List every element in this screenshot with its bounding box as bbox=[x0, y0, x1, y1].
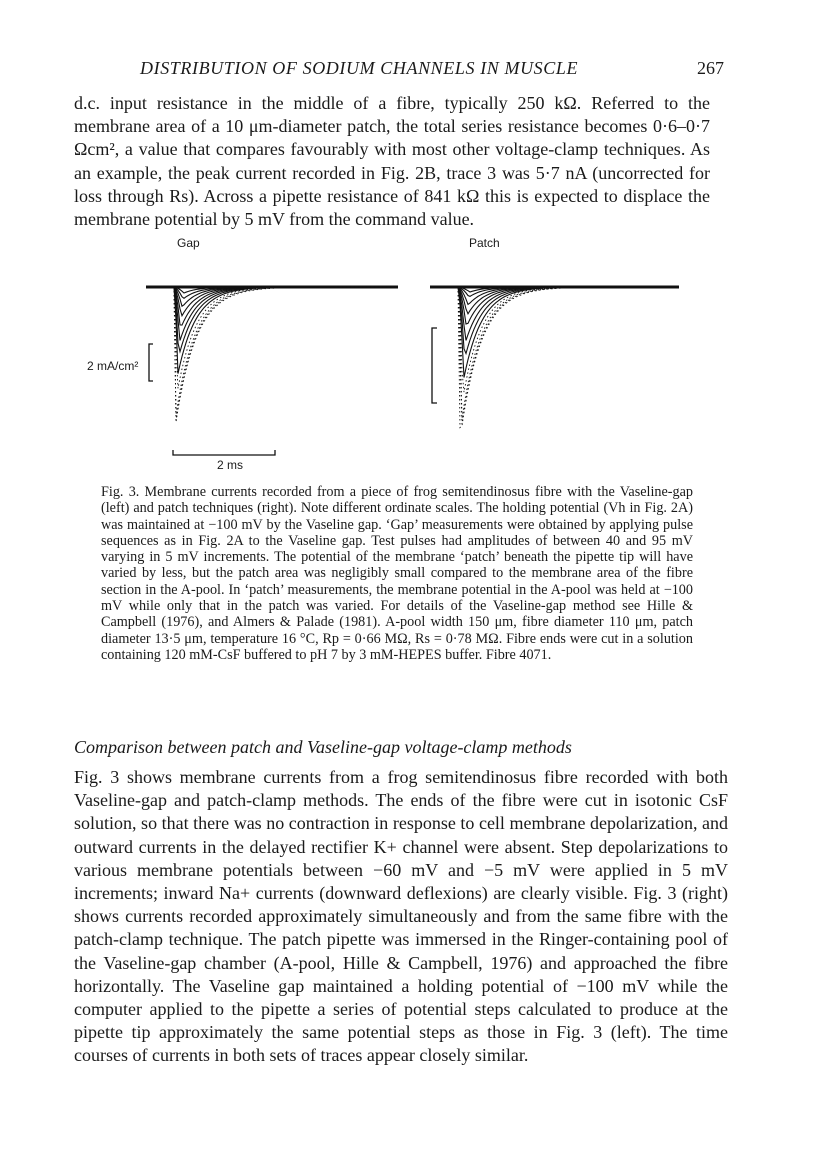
current-scale-bar-patch bbox=[432, 328, 437, 403]
running-title: DISTRIBUTION OF SODIUM CHANNELS IN MUSCLE bbox=[140, 58, 579, 78]
patch-trace-family bbox=[430, 287, 679, 428]
body-paragraph-1: d.c. input resistance in the middle of a fibre, typically 250 kΩ. Referred to the membrane area of a 10 μm-diameter patch, the total series resistance becomes 0·6–0·7 Ωcm², a value that compares favourably with most other voltage-clamp techniques. As an example, the peak current recorded in Fig. 2B, trace 3 was 5·7 nA (uncorrected for loss through Rs). Across a pipette resistance of 841 kΩ this is expected to displace the membrane potential by 5 mV from the command value. bbox=[74, 93, 710, 230]
patch-trace bbox=[430, 287, 678, 378]
patch-trace bbox=[430, 287, 678, 324]
current-scale-label: 2 mA/cm² bbox=[87, 359, 139, 373]
current-scale-bar-gap bbox=[149, 344, 153, 381]
gap-trace bbox=[146, 287, 398, 420]
page-number: 267 bbox=[697, 58, 724, 78]
body-paragraph-2: Fig. 3 shows membrane currents from a frog semitendinosus fibre recorded with both Vaseline-gap and patch-clamp methods. The ends of the fibre were cut in isotonic CsF solution, so that there was no contraction in response to cell membrane depolarization, and outward currents in the delayed rectifier K+ channel were absent. Step depolarizations to various membrane potentials between −60 mV and −5 mV were applied in 5 mV increments; inward Na+ currents (downward deflexions) are clearly visible. Fig. 3 (right) shows currents recorded approximately simultaneously and from the same fibre with the patch-clamp technique. The patch pipette was immersed in the Ringer-containing pool of the Vaseline-gap chamber (A-pool, Hille & Campbell, 1976) and approached the fibre horizontally. The Vaseline gap maintained a holding potential of −100 mV while the computer applied to the pipette a series of potential steps calculated to produce at the pipette tip approximately the same potential steps as those in Fig. 3 (left). The time courses of currents in both sets of traces appear closely similar. bbox=[74, 767, 728, 1066]
patch-trace bbox=[430, 287, 678, 428]
panel-label-patch: Patch bbox=[469, 236, 500, 250]
gap-trace bbox=[146, 287, 398, 422]
current-traces-svg bbox=[0, 0, 816, 480]
figure-caption: Fig. 3. Membrane currents recorded from a piece of frog semitendinosus fibre with the Vaseline-gap (left) and patch techniques (right). Note different ordinate scales. The holding potential (Vh in Fig. 2A) was maintained at −100 mV by the Vaseline gap. ‘Gap’ measurements were obtained by applying pulse sequences as in Fig. 2A to the Vaseline gap. Test pulses had amplitudes of between 40 and 95 mV varying in 5 mV increments. The potential of the membrane ‘patch’ beneath the pipette tip will have varied by less, but the patch area was negligibly small compared to the membrane area of the fibre section in the A-pool. In ‘patch’ measurements, the membrane potential in the A-pool was held at −100 mV while only that in the patch was varied. For details of the Vaseline-gap method see Hille & Campbell (1976), and Almers & Palade (1981). A-pool width 150 μm, fibre diameter 110 μm, patch diameter 13·5 μm, temperature 16 °C, Rp = 0·66 MΩ, Rs = 0·78 MΩ. Fibre ends were cut in a solution containing 120 mM-CsF buffered to pH 7 by 3 mM-HEPES buffer. Fibre 4071. bbox=[101, 484, 693, 663]
patch-trace bbox=[430, 287, 678, 354]
gap-trace-family bbox=[146, 287, 398, 422]
time-scale-bar bbox=[173, 450, 275, 455]
gap-trace bbox=[146, 287, 398, 306]
section-heading: Comparison between patch and Vaseline-gap voltage-clamp methods bbox=[74, 737, 572, 757]
gap-trace bbox=[146, 287, 398, 316]
patch-trace bbox=[430, 287, 678, 424]
gap-trace bbox=[146, 287, 398, 352]
panel-label-gap: Gap bbox=[177, 236, 200, 250]
time-scale-label: 2 ms bbox=[217, 458, 244, 472]
patch-trace bbox=[430, 287, 678, 418]
patch-trace bbox=[430, 287, 678, 314]
patch-trace bbox=[430, 287, 678, 304]
